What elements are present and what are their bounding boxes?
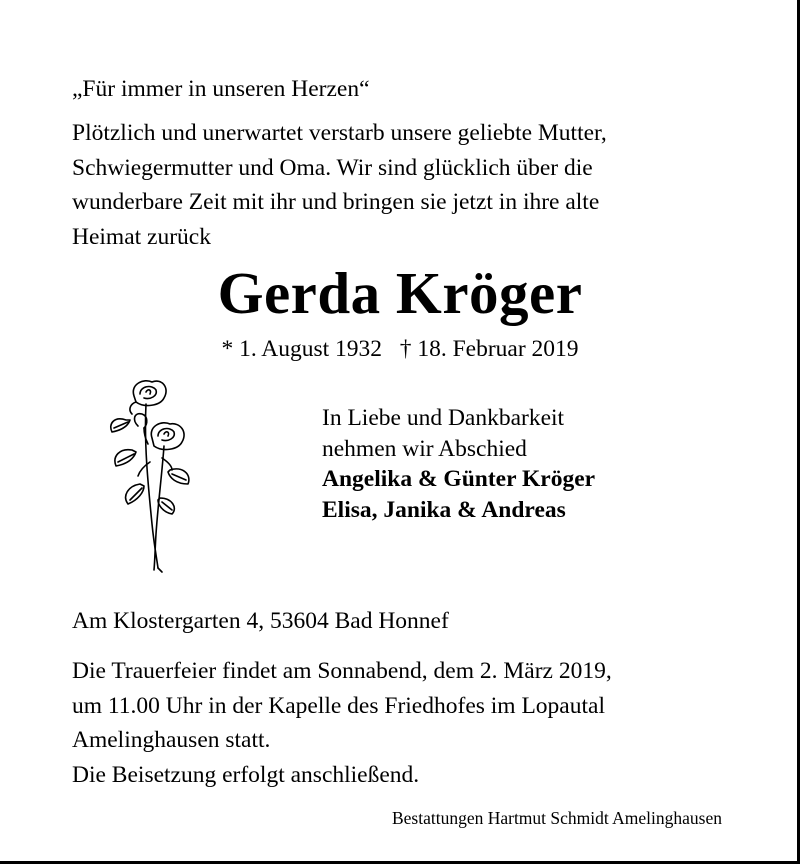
message-line: Heimat zurück [72, 223, 211, 250]
message-text [72, 116, 607, 254]
message-line: wunderbare Zeit mit ihr und bringen sie jetzt in ihre alte [72, 189, 600, 215]
funeral-home-credit: Bestattungen Hartmut Schmidt Amelinghausen [391, 808, 722, 828]
deceased-name: Gerda Kröger [217, 260, 583, 326]
life-dates [0, 332, 800, 366]
family-signature [322, 403, 595, 525]
ceremony-line: um 11.00 Uhr in der Kapelle des Friedhofes im Lopautal [72, 692, 605, 719]
quote-text: „Für immer in unseren Herzen“ [72, 76, 370, 102]
farewell-line: nehmen wir Abschied [322, 435, 527, 462]
rose-icon [100, 374, 200, 574]
message-line: Plötzlich und unerwartet verstarb unsere geliebte Mutter, [72, 120, 607, 146]
ceremony-line: Die Beisetzung erfolgt anschließend. [72, 761, 420, 788]
birth-date: * 1. August 1932 [221, 336, 383, 362]
mourner-name: Elisa, Janika & Andreas [322, 496, 566, 523]
death-date: † 18. Februar 2019 [399, 336, 579, 362]
message-line: Schwiegermutter und Oma. Wir sind glücklich über die [72, 154, 593, 181]
ceremony-line: Amelinghausen statt. [72, 727, 271, 753]
address-text: Am Klostergarten 4, 53604 Bad Honnef [72, 608, 449, 634]
ceremony-text [72, 654, 612, 792]
farewell-line: In Liebe und Dankbarkeit [322, 405, 565, 431]
mourner-name: Angelika & Günter Kröger [322, 466, 596, 492]
ceremony-line: Die Trauerfeier findet am Sonnabend, dem 2. März 2019, [72, 658, 612, 684]
